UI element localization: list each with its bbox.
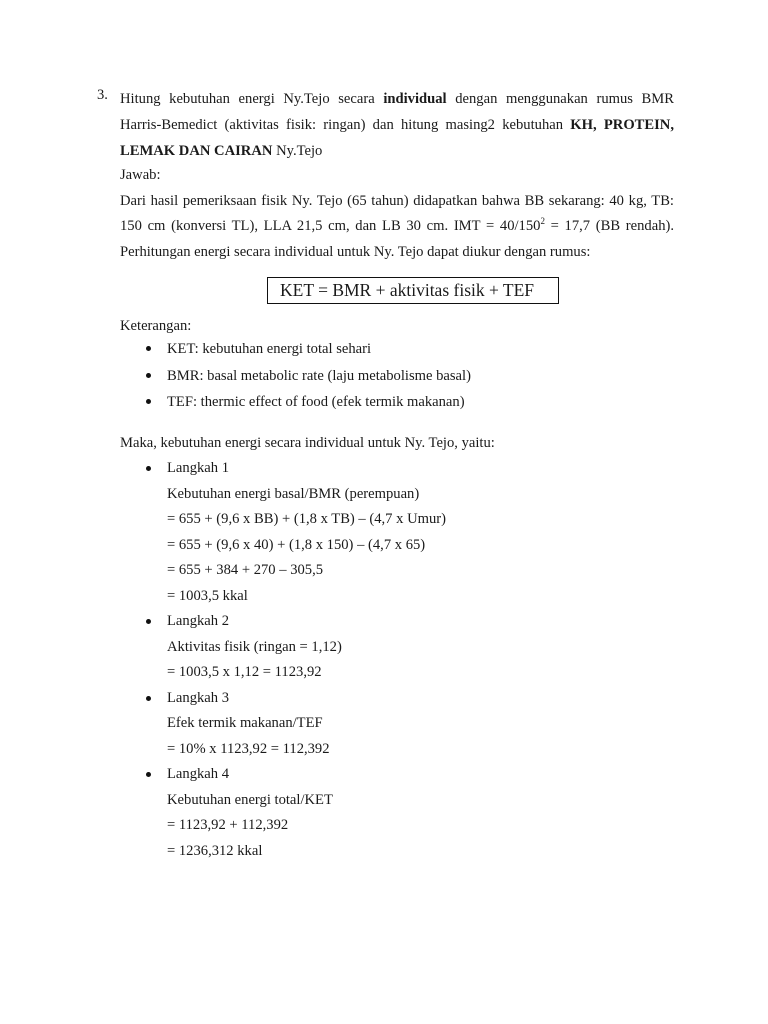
question-text <box>120 86 674 164</box>
bullet-icon <box>146 619 151 624</box>
step-title: Langkah 3 <box>167 689 230 706</box>
list-item-text: BMR: basal metabolic rate (laju metabolisme basal) <box>167 367 471 384</box>
list-item-text: TEF: thermic effect of food (efek termik makanan) <box>167 394 465 410</box>
answer-paragraph-end: = 17,7 (BB rendah). Perhitungan energi secara individual untuk Ny. Tejo dapat diukur dengan rumus: <box>120 218 675 260</box>
formula-box: KET = BMR + aktivitas fisik + TEF <box>267 277 559 304</box>
question-bold-individual: individual <box>383 91 447 107</box>
question-number: 3. <box>97 87 108 103</box>
step-1 <box>146 456 446 609</box>
bullet-icon <box>146 466 151 471</box>
step-line: = 655 + (9,6 x 40) + (1,8 x 150) – (4,7 x 65) <box>167 536 426 553</box>
step-title: Langkah 4 <box>167 766 230 782</box>
bullet-icon <box>146 373 151 378</box>
step-line: = 1123,92 + 112,392 <box>167 817 289 833</box>
superscript-two: 2 <box>540 216 545 227</box>
list-item <box>146 336 471 363</box>
list-item <box>146 389 471 416</box>
question-text-part-3: Ny.Tejo <box>272 143 323 159</box>
step-line: = 1003,5 kkal <box>167 587 248 604</box>
list-item-text: KET: kebutuhan energi total sehari <box>167 341 372 357</box>
steps-list <box>146 456 446 864</box>
step-line: = 10% x 1123,92 = 112,392 <box>167 740 330 757</box>
answer-label: Jawab: <box>120 167 161 183</box>
bullet-icon <box>146 696 151 701</box>
maka-intro: Maka, kebutuhan energi secara individual untuk Ny. Tejo, yaitu: <box>120 435 495 451</box>
step-4 <box>146 762 446 864</box>
bullet-icon <box>146 772 151 777</box>
step-line: = 655 + 384 + 270 – 305,5 <box>167 562 324 578</box>
step-line: = 1003,5 x 1,12 = 1123,92 <box>167 664 322 680</box>
step-2 <box>146 609 446 686</box>
answer-block <box>120 163 674 265</box>
step-3 <box>146 686 446 763</box>
step-title: Langkah 2 <box>167 613 230 629</box>
answer-paragraph-text: Dari hasil pemeriksaan fisik Ny. Tejo (65 tahun) didapatkan bahwa BB sekarang: 40 kg, TB: 150 cm (konversi TL), LLA 21,5 cm, dan LB 30 cm. IMT = 40/150 <box>120 192 674 235</box>
keterangan-label: Keterangan: <box>120 318 192 334</box>
step-line: Aktivitas fisik (ringan = 1,12) <box>167 638 342 655</box>
question-bold-nutrients: KH, PROTEIN, LEMAK DAN CAIRAN <box>120 117 674 159</box>
step-line: Kebutuhan energi total/KET <box>167 791 333 808</box>
question-text-part-2: dengan menggunakan rumus BMR Harris-Bemedict (aktivitas fisik: ringan) dan hitung masing2 kebutuhan <box>120 91 675 133</box>
step-title: Langkah 1 <box>167 460 230 476</box>
answer-paragraph <box>120 189 674 266</box>
step-line: = 1236,312 kkal <box>167 842 263 859</box>
keterangan-list <box>146 336 471 416</box>
bullet-icon <box>146 346 151 351</box>
bullet-icon <box>146 399 151 404</box>
question-text-part-1: Hitung kebutuhan energi Ny.Tejo secara <box>120 91 384 107</box>
list-item <box>146 363 471 390</box>
step-line: Efek termik makanan/TEF <box>167 715 323 731</box>
step-line: = 655 + (9,6 x BB) + (1,8 x TB) – (4,7 x Umur) <box>167 511 446 527</box>
step-line: Kebutuhan energi basal/BMR (perempuan) <box>167 485 420 502</box>
